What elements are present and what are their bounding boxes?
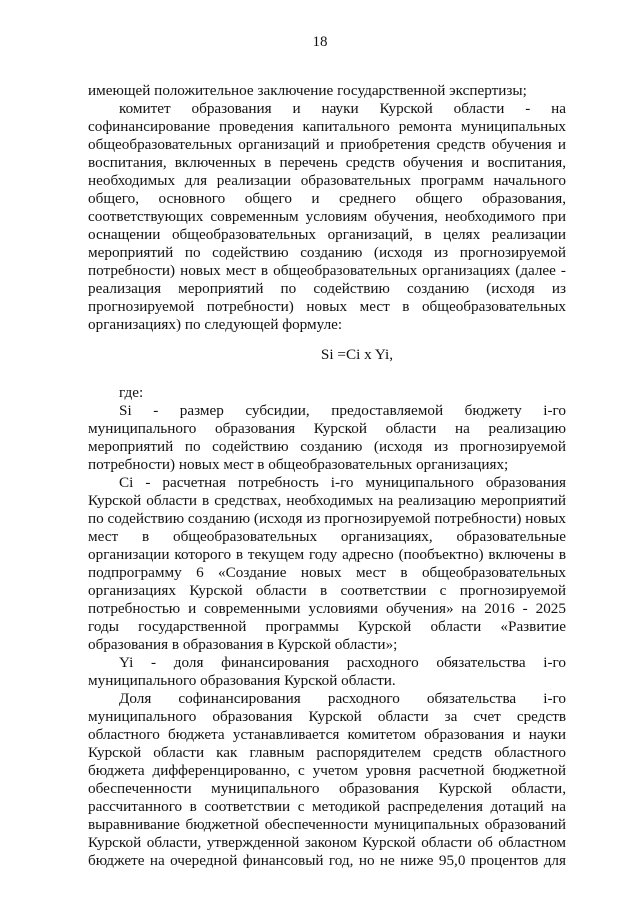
formula: Si =Ci x Yi, bbox=[320, 346, 394, 363]
paragraph-expertise: имеющей положительное заключение государственной экспертизы; bbox=[88, 82, 527, 99]
paragraph-committee: комитет образования и науки Курской области - на софинансирование проведения капитального ремонта муниципальных общеобразовательных организаций и приобретения средств обучения и воспитания, включенных в перечень средств обучения и воспитания, необходимых для реализации образовательных программ начального общего, основного общего и среднего общего образования, соответствующих современным условиям обучения, необходимого при оснащении общеобразовательных организаций, в целях реализации мероприятий по содействию созданию (исходя из прогнозируемой потребности) новых мест в общеобразовательных организациях (далее - реализация мероприятий по содействию созданию (исходя из прогнозируемой потребности) новых мест в общеобразовательных организациях) по следующей формуле: bbox=[88, 100, 566, 333]
definition-ci: Ci - расчетная потребность i-го муниципального образования Курской области в средствах, необходимых на реализацию мероприятий по содействию созданию (исходя из прогнозируемой потребности) новых мест в общеобразовательных организациях, образовательные организации которого в текущем году адресно (пообъектно) включены в подпрограмму 6 «Создание новых мест в общеобразовательных организациях Курской области в соответствии с прогнозируемой потребностью и современными условиями обучения» на 2016 - 2025 годы государственной программы Курской области «Развитие образования в образования в Курской области»; bbox=[88, 474, 566, 653]
where-label: где: bbox=[119, 384, 144, 401]
paragraph-share: Доля софинансирования расходного обязательства i-го муниципального образования Курской области за счет средств областного бюджета устанавливается комитетом образования и науки Курской области как главным распорядителем средств областного бюджета дифференцированно, с учетом уровня расчетной бюджетной обеспеченности муниципального образования Курской области, рассчитанного в соответствии с методикой распределения дотаций на выравнивание бюджетной обеспеченности муниципальных образований Курской области, утвержденной законом Курской области об областном бюджете на очередной финансовый год, но не ниже 95,0 процентов для bbox=[88, 690, 566, 869]
definition-si: Si - размер субсидии, предоставляемой бюджету i-го муниципального образования Курской области на реализацию мероприятий по содействию созданию (исходя из прогнозируемой потребности) новых мест в общеобразовательных организациях; bbox=[88, 402, 566, 473]
definition-yi: Yi - доля финансирования расходного обязательства i-го муниципального образования Курской области. bbox=[88, 654, 566, 689]
document-body bbox=[88, 82, 566, 870]
page-number: 18 bbox=[312, 34, 328, 50]
